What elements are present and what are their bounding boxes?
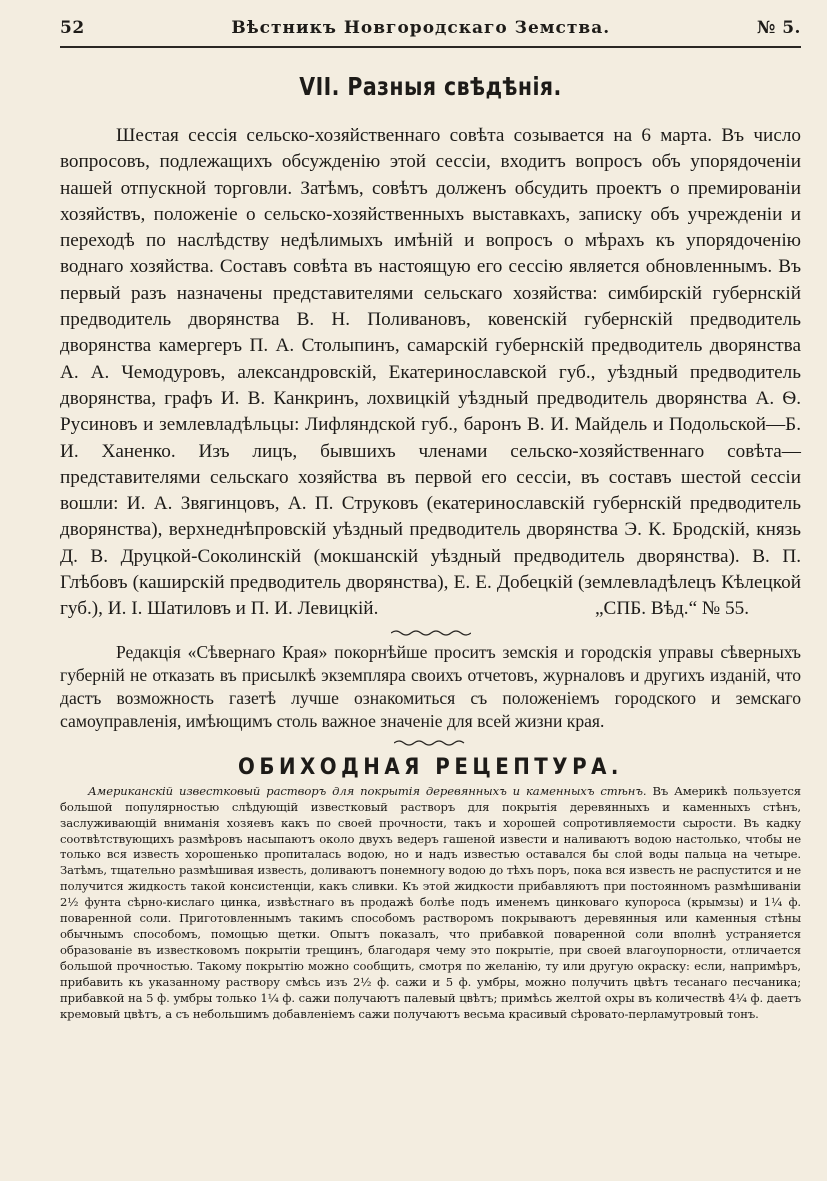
article-body bbox=[60, 123, 801, 623]
recipe-body bbox=[60, 784, 801, 1023]
wave-ornament-2 bbox=[60, 739, 801, 747]
recipes-title: ОБИХОДНАЯ РЕЦЕПТУРА. bbox=[238, 754, 623, 780]
page-number: 52 bbox=[60, 18, 85, 38]
wave-ornament-icon bbox=[394, 739, 468, 747]
article-source: „СПБ. Вѣд.“ № 55. bbox=[595, 598, 749, 620]
recipe-lead: Американскій известковый растворъ для покрытія деревянныхъ и каменныхъ стѣнъ. bbox=[88, 783, 647, 798]
wave-ornament-icon bbox=[391, 629, 471, 637]
issue-number: № 5. bbox=[756, 18, 801, 38]
journal-title: Вѣстникъ Новгородскаго Земства. bbox=[231, 18, 611, 38]
editorial-notice: Редакція «Сѣвернаго Края» покорнѣйше проситъ земскія и городскія управы сѣверныхъ губерній не отказать въ присылкѣ экземпляра своихъ отчетовъ, журналовъ и другихъ изданій, что дастъ возможность газетѣ лучше ознакомиться съ положеніемъ городского и земскаго самоуправленія, имѣющимъ столь важное значеніе для всей жизни края. bbox=[60, 641, 801, 731]
recipe-text: Въ Америкѣ пользуется большой популярностью слѣдующій известковый растворъ для покрытія деревянныхъ и каменныхъ стѣнъ, заслуживающій вниманія хозяевъ какъ по своей прочности, такъ и хорошей сопротивляемости сырости. Въ кадку соотвѣтствующихъ размѣровъ насыпаютъ около двухъ ведеръ гашеной извести и наливаютъ водою настолько, чтобы не только вся известь хорошенько пропиталась водою, но и надъ известью оставался бы слой воды пальца на четыре. Затѣмъ, тщательно размѣшивая известь, доливаютъ понемногу водою до тѣхъ поръ, пока вся известь не распустится и не получится жидкость такой консистенціи, какъ сливки. Къ этой жидкости прибавляютъ при постоянномъ размѣшиваніи 2½ фунта сѣрно-кислаго цинка, извѣстнаго въ продажѣ болѣе подъ именемъ цинковаго купороса (крымзы) и 1¼ ф. поваренной соли. Приготовленнымъ такимъ способомъ растворомъ покрываютъ деревянныя или каменныя стѣны обычнымъ способомъ, помощью щетки. Опытъ показалъ, что прибавкой поваренной соли вполнѣ устраняется образованіе въ известковомъ покрытіи трещинъ, благодаря чему это покрытіе, при своей влагоупорности, отличается большой прочностью. Такому покрытію можно сообщить, смотря по желанію, ту или другую окраску: если, напримѣръ, прибавить къ указанному раствору смѣсь изъ 2½ ф. сажи и 5 ф. умбры, можно получить цвѣтъ тесанаго песчаника; прибавкой на 5 ф. умбры только 1¼ ф. сажи получаютъ палевый цвѣтъ; примѣсь желтой охры въ количествѣ 4¼ ф. даетъ кремовый цвѣтъ, а съ небольшимъ добавленіемъ сажи получаютъ весьма красивый сѣровато-перламутровый тонъ. bbox=[60, 783, 802, 1021]
running-head bbox=[60, 18, 801, 38]
article-text: Шестая сессія сельско-хозяйственнаго совѣта созывается на 6 марта. Въ число вопросовъ, подлежащихъ обсужденію этой сессіи, входитъ вопросъ объ упорядоченіи нашей отпускной торговли. Затѣмъ, совѣтъ долженъ обсудить проектъ о премированіи хозяйствъ, положеніе о сельско-хозяйственныхъ выставкахъ, записку объ учрежденіи и переходѣ по наслѣдству недѣлимыхъ имѣній и вопросъ о мѣрахъ къ упорядоченію воднаго хозяйства. Составъ совѣта въ настоящую его сессію является обновленнымъ. Въ первый разъ назначены представителями сельскаго хозяйства: симбирскій губернскій предводитель дворянства В. Н. Поливановъ, ковенскій губернскій предводитель дворянства камергеръ П. А. Столыпинъ, самарскій губернскій предводитель дворянства А. А. Чемодуровъ, александровскій, Екатеринославской губ., уѣздный предводитель дворянства, графъ И. В. Канкринъ, лохвицкій уѣздный предводитель дворянства А. Ѳ. Русиновъ и землевладѣльцы: Лифляндской губ., баронъ В. И. Майдель и Подольской—Б. И. Ханенко. Изъ лицъ, бывшихъ членами сельско-хозяйственнаго совѣта—представителями сельскаго хозяйства въ первой его сессіи, въ составъ шестой сессіи вошли: И. А. Звягинцовъ, А. П. Струковъ (екатеринославскій губернскій предводитель дворянства), верхнеднѣпровскій уѣздный предводитель дворянства Э. К. Бродскій, князь Д. В. Друцкой-Соколинскій (мокшанскій уѣздный предводитель дворянства). В. П. Глѣбовъ (каширскій предводитель дворянства), Е. Е. Добецкій (землевладѣлецъ Кѣлецкой губ.), И. I. Шатиловъ и П. И. Левицкій. bbox=[60, 125, 801, 620]
header-rule bbox=[60, 46, 801, 48]
section-title: VII. Разныя свѣдѣнія. bbox=[299, 72, 562, 101]
wave-ornament bbox=[60, 629, 801, 637]
